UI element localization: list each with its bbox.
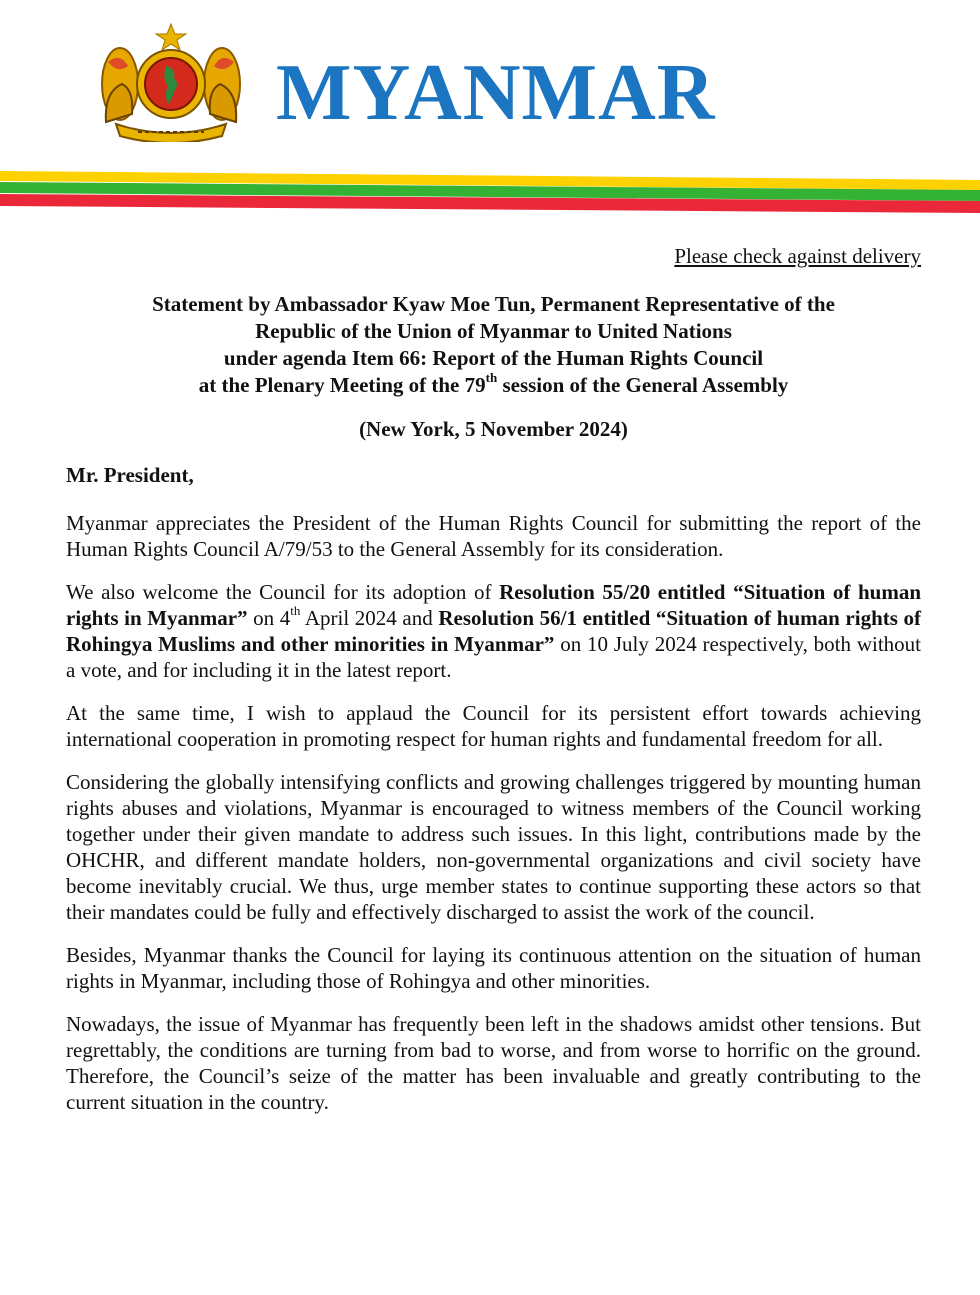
paragraph: Myanmar appreciates the President of the Human Rights Council for submitting the report of the Human Rights Council A/79/53 to the General Assembly for its consideration. xyxy=(66,511,921,561)
paragraph: Nowadays, the issue of Myanmar has frequently been left in the shadows amidst other tensions. But regrettably, the conditions are turning from bad to worse, and from worse to horrific on the ground. Therefore, the Council’s seize of the matter has been invaluable and greatly contributing to the current situation in the country. xyxy=(66,1012,921,1114)
country-title: MYANMAR xyxy=(276,49,716,137)
paragraph: We also welcome the Council for its adoption of Resolution 55/20 entitled “Situation of human rights in Myanmar” on 4th April 2024 and Resolution 56/1 entitled “Situation of human rights of Rohingya Muslims and other minorities in Myanmar” on 10 July 2024 respectively, both without a vote, and for including it in the latest report. xyxy=(66,580,922,682)
flag-stripes xyxy=(0,170,980,214)
salutation: Mr. President, xyxy=(66,463,194,487)
letterhead xyxy=(0,0,980,215)
paragraph: Considering the globally intensifying conflicts and growing challenges triggered by mounting human rights abuses and violations, Myanmar is encouraged to witness members of the Council working together under their given mandate to address such issues. In this light, contributions made by the OHCHR, and different mandate holders, non-governmental organizations and civil society have become inevitably crucial. We thus, urge member states to continue supporting these actors so that their mandates could be fully and effectively discharged to assist the work of the council. xyxy=(66,770,921,924)
dateline: (New York, 5 November 2024) xyxy=(359,417,628,441)
statement-heading xyxy=(66,291,921,399)
paragraph: Besides, Myanmar thanks the Council for laying its continuous attention on the situation of human rights in Myanmar, including those of Rohingya and other minorities. xyxy=(66,943,921,993)
delivery-note: Please check against delivery xyxy=(674,244,921,268)
paragraph: At the same time, I wish to applaud the Council for its persistent effort towards achieving international cooperation in promoting respect for human rights and fundamental freedom for all. xyxy=(66,701,921,751)
heading-line: under agenda Item 66: Report of the Human Rights Council xyxy=(223,346,764,370)
state-seal-icon xyxy=(98,22,244,142)
statement-body xyxy=(66,243,921,1115)
heading-line: Statement by Ambassador Kyaw Moe Tun, Permanent Representative of the xyxy=(152,292,835,316)
heading-line: Republic of the Union of Myanmar to United Nations xyxy=(255,319,732,343)
heading-line: at the Plenary Meeting of the 79th session of the General Assembly xyxy=(198,370,789,397)
